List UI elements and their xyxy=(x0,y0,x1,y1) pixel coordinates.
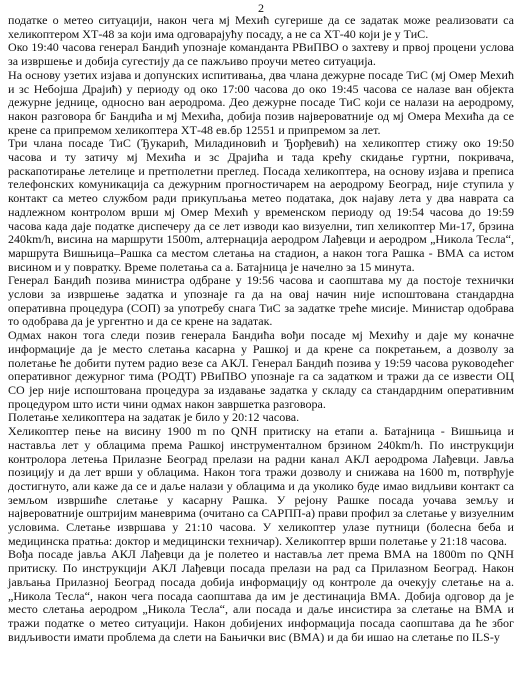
paragraph-8: Хеликоптер пење на висину 1900 m по QNH притиску на етапи а. Батајница - Вишњица и наставља лет у облацима према Рашкој инструменталном брзином 240km/h. По инструкцији контролора летења Прилазне Београд прелази на радни канал АКЛ аеродрома Лађевци. Јавља позицију и да лет врши у облацима. Након тога тражи дозволу и снижава на 1600 m, потврђује достигнуто, али каже да се и даље налази у облацима и да уколико буде имао видљиви контакт са земљом извршиће слетање у касарну Рашка. У рејону Рашке посада уочава земљу и највероватније оштријим маневрима (очитано са САРПП-а) прави профил за слетање у визуелним условима. Слетање извршава у 21:10 часова. У хеликоптер улазе путници (болесна беба и медицинска пратња: доктор и медицински техничар). Хеликоптер врши полетање у 21:18 часова. xyxy=(8,424,514,548)
paragraph-3: На основу узетих изјава и допунских испитивања, два члана дежурне посаде ТиС (мј Омер Мехић и зс Небојша Драјић) у периоду од око 17:00 часова до око 19:45 часова се налазе ван објекта дежурне једнице, односно ван аеродрома. Део дежурне посаде ТиС који се налази на аеродрому, након разговора бг Бандића и мј Мехића, добија позив највероватније од мј Омера Мехића да се крене са припремом хеликоптера ХТ-48 ев.бр 12551 и припремом за лет. xyxy=(8,67,514,137)
paragraph-1: податке о метео ситуацији, након чега мј Мехић сугерише да се задатак може реализовати са хеликоптером ХТ-48 за који има одговарајућу посаду, а не са ХТ-40 који је у ТиС. xyxy=(8,13,514,41)
paragraph-4: Три члана посаде ТиС (Ђукарић, Миладиновић и Ђорђевић) на хеликоптер стижу око 19:50 часова и ту затичу мј Мехића и зс Драјића и тада крећу скидање гуртни, покривача, раскапотирање летелице и претполетни преглед. Посада хеликоптера, на основу изјава и преписа телефонских комуникација са дежурним прогностичарем на аеродрому Београд, није ступила у контакт са метео службом ради прикупљања метео података, док најаву лета у два навратa са надлежном контролом врши мј Омер Мехић у временском периоду од 19:54 часова до 19:59 часова када даје податке диспечеру да се лет изводи као визуелни, тип хеликоптер Ми-17, брзина 240km/h, висина на маршрути 1500m, алтернација аеродром Лађевци и аеродром „Никола Тесла“, маршрута Вишњица–Рашка са местом слетања на стадион, а након тога Рашка - ВМА са истом висином и у повратку. Време полетања са а. Батајница је начелно за 15 минута. xyxy=(8,136,514,274)
paragraph-2: Око 19:40 часова генерал Бандић упознаје команданта РВиПВО о захтеву и првој процени услова за извршење и добија сугестију да се пажљиво проучи метео ситуација. xyxy=(8,40,514,69)
paragraph-6: Одмах након тога следи позив генерала Бандића вођи посаде мј Мехићу и даје му коначне информације да је место слетања касарна у Рашкој и да крене са покретањем, а дозволу за полетање ће добити путем радио везе са АКЛ. Генерал Бандић позива у 19:59 часова руководећег оперативног дежурног тима (РОДТ) РВиПВО упознаје га са задатком и тражи да се извести ОЦ СО јер није испоштована процедура за издавање задатка у складу са стандардним оперативним процедуром што исти чини одмах након завршетка разговора. xyxy=(8,328,514,411)
paragraph-9: Вођа посаде јавља АКЛ Лађевци да је полетео и наставља лет према ВМА на 1800m по QNH притиску. По инструкцији АКЛ Лађевци посада прелази на рад са Прилазном Београд. Након јављања Прилазној Београд посада добија информацију од контроле да очекују слетање на а. „Никола Тесла“, након чега посада саопштава да им је дестинација ВМА. Добија одговор да је место слетања аеродром „Никола Тесла“, али посада и даље инсистира за слетање на ВМА и тражи податке о метео ситуацији. Након добијених информација посада саопштава да ће због видљивости имати проблема да слети на Бањички вис (ВМА) и да би ишао на слетање по ILS-у xyxy=(8,547,514,644)
paragraph-7: Полетање хеликоптера на задатак је било у 20:12 часова. xyxy=(8,410,300,425)
paragraph-5: Генерал Бандић позива министра одбране у 19:56 часова и саопштава му да постоје технички услови за извршење задатка и упознаје га да на овај начин није испоштована стандардна оперативна процедура (СОП) за употребу снага ТиС за задатке треће мисије. Министар одобрава то одобрава да је ургентно и да се крене на задатак. xyxy=(8,273,514,329)
page-number: 2 xyxy=(257,1,265,15)
